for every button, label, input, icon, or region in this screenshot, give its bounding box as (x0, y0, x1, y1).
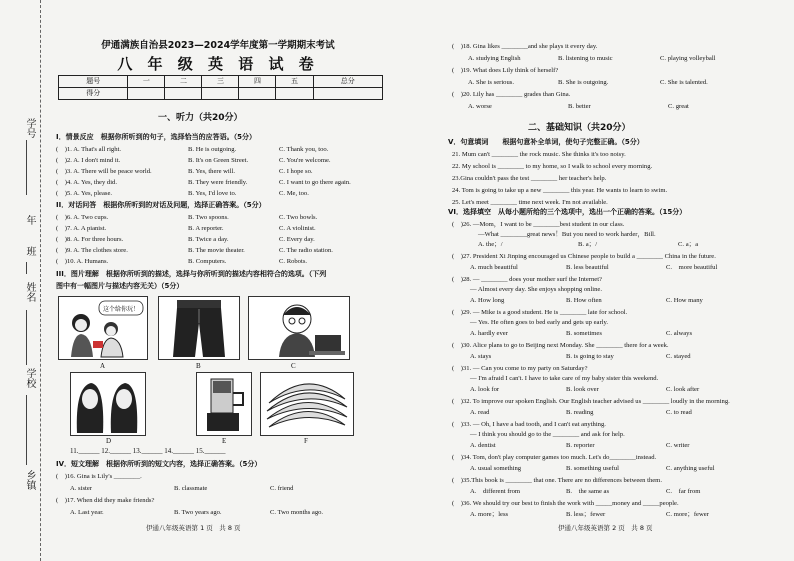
question-5-option-b: B. Yes, I'd love to. (188, 190, 237, 197)
question-18-option-c: C. playing volleyball (660, 55, 716, 62)
score-header-cell: 三 (202, 76, 239, 88)
question-35-option-c: C. far from (666, 488, 701, 495)
question-8: ( )8. A. For three hours. (56, 236, 124, 243)
question-16-option-c: C. friend (270, 485, 294, 492)
question-19-option-c: C. She is talented. (660, 79, 708, 86)
picture-e-juicer (196, 372, 252, 436)
question-27: ( )27. President Xi Jinping encouraged us Chinese people to build a ________ China in the future. (452, 253, 716, 260)
question-3-option-c: C. I hope so. (279, 168, 313, 175)
score-input-cell[interactable] (165, 88, 202, 100)
question-28: ( )28. — ________ does your mother surf the Internet? (452, 276, 602, 283)
picture-label-f: F (304, 437, 308, 445)
score-input-cell[interactable] (128, 88, 165, 100)
score-input-cell[interactable] (313, 88, 383, 100)
question-18-option-b: B. listening to music (558, 55, 613, 62)
picture-b-jeans (158, 296, 240, 360)
picture-answer-blanks[interactable]: 11.______ 12.______ 13.______ 14.______ 15.______ (70, 447, 226, 455)
picture-d-two-girls (70, 372, 146, 436)
binding-margin (0, 0, 41, 561)
picture-label-e: E (222, 437, 227, 445)
question-1-option-c: C. Thank you, too. (279, 146, 329, 153)
question-29: ( )29. — Mike is a good student. He is ________ late for school. (452, 309, 628, 316)
picture-a-kids-sharing-toy (58, 296, 148, 360)
binding-line (26, 140, 27, 195)
question-19-option-b: B. She is outgoing. (558, 79, 609, 86)
score-header-cell: 题号 (59, 76, 128, 88)
question-17: ( )17. When did they make friends? (56, 497, 155, 504)
question-8-option-c: C. Every day. (279, 236, 315, 243)
question-8-option-b: B. Twice a day. (188, 236, 229, 243)
binding-label-student-no: 学号 (24, 118, 35, 138)
question-3: ( )3. A. There will be peace world. (56, 168, 152, 175)
question-32-option-a: A. read (470, 409, 490, 416)
question-9-option-c: C. The radio station. (279, 247, 333, 254)
score-header-cell: 四 (239, 76, 276, 88)
section-3-instruction: III．图片理解 根据你所听到的描述，选择与你所听到的描述内容相符合的选项。（下列 (56, 270, 327, 278)
question-19: ( )19. What does Lily think of herself? (452, 67, 559, 74)
question-36: ( )36. We should try our best to finish the work with _____money and _____people. (452, 500, 679, 507)
question-32-option-b: B. reading (566, 409, 594, 416)
binding-line (26, 310, 27, 365)
question-16-option-a: A. sister (70, 485, 92, 492)
question-20-option-a: A. worse (468, 103, 492, 110)
question-34-option-c: C. anything useful (666, 465, 715, 472)
score-table (58, 75, 383, 100)
question-29-option-c: C. always (666, 330, 693, 337)
question-5: ( )5. A. Yes, please. (56, 190, 113, 197)
question-31-option-c: C. look after (666, 386, 700, 393)
fill-24: 24. Tom is going to take up a new ________ this year. He wants to learn to swim. (452, 187, 668, 194)
exam-subtitle: 八 年 级 英 语 试 卷 (117, 55, 319, 73)
picture-label-a: A (100, 362, 106, 370)
section-listening-title: 一、听力（共20分） (158, 113, 243, 123)
question-31-line2: — I'm afraid I can't. I have to take care of my baby sister this weekend. (470, 375, 659, 382)
binding-label-school: 学校 (24, 368, 35, 388)
question-2: ( )2. A. I don't mind it. (56, 157, 121, 164)
question-7: ( )7. A. A pianist. (56, 225, 107, 232)
question-18-option-a: A. studying English (468, 55, 521, 62)
picture-label-d: D (106, 437, 112, 445)
fill-22: 22. My school is ________ to my home, so I walk to school every morning. (452, 163, 653, 170)
score-input-cell[interactable] (239, 88, 276, 100)
score-header-cell: 一 (128, 76, 165, 88)
question-20-option-c: C. great (668, 103, 689, 110)
question-33-option-a: A. dentist (470, 442, 496, 449)
exam-title: 伊通满族自治县2023—2024学年度第一学期期末考试 (101, 40, 335, 51)
question-31: ( )31. — Can you come to my party on Saturday? (452, 365, 588, 372)
question-28-line2: — Almost every day. She enjoys shopping online. (470, 286, 602, 293)
question-34-option-b: B. something useful (566, 465, 619, 472)
score-header-cell: 二 (165, 76, 202, 88)
question-34: ( )34. Tom, don't play computer games too much. Let's do________instead. (452, 454, 657, 461)
section-6-instruction: VI．选择填空 从每小题所给的三个选项中，选出一个正确的答案。（15分） (448, 208, 687, 216)
section-3-instruction-cont: 图中有一幅图片与描述内容无关）（5分） (56, 282, 184, 290)
question-9: ( )9. A. The clothes store. (56, 247, 128, 254)
score-header-cell: 总分 (313, 76, 383, 88)
question-32-option-c: C. to read (666, 409, 692, 416)
binding-label-name: 姓名 (24, 282, 35, 302)
question-5-option-c: C. Me, too. (279, 190, 309, 197)
picture-c-boy-computer (248, 296, 350, 360)
question-28-option-c: C. How many (666, 297, 703, 304)
question-6: ( )6. A. Two cups. (56, 214, 109, 221)
question-3-option-b: B. Yes, there will. (188, 168, 236, 175)
question-31-option-b: B. look over (566, 386, 599, 393)
section-1-instruction: I．情景反应 根据你所听到的句子，选择恰当的应答语。（5分） (56, 133, 256, 141)
question-29-option-a: A. hardly ever (470, 330, 508, 337)
question-29-option-b: B. sometimes (566, 330, 602, 337)
binding-label-class: 班 (24, 246, 35, 256)
question-35-option-b: B. the same as (566, 488, 610, 495)
score-input-cell[interactable] (276, 88, 313, 100)
page-footer-right: 伊通八年级英语第 2 页 共 8 页 (558, 524, 653, 532)
fill-25: 25. Let's meet ________ time next week. I'm not available. (452, 199, 608, 206)
question-17-option-b: B. Two years ago. (174, 509, 222, 516)
question-28-option-a: A. How long (470, 297, 505, 304)
score-input-cell[interactable] (202, 88, 239, 100)
question-28-option-b: B. How often (566, 297, 602, 304)
question-1-option-b: B. He is outgoing. (188, 146, 237, 153)
question-33-option-c: C. writer (666, 442, 690, 449)
score-header-cell: 五 (276, 76, 313, 88)
binding-label-town: 乡镇 (24, 470, 35, 490)
question-16: ( )16. Gina is Lily's ________. (56, 473, 142, 480)
fill-21: 21. Mum can't ________ the rock music. She thinks it's too noisy. (452, 151, 626, 158)
section-basic-knowledge-title: 二、基础知识（共20分） (528, 123, 631, 133)
question-7-option-c: C. A violinist. (279, 225, 316, 232)
question-2-option-c: C. You're welcome. (279, 157, 331, 164)
question-33-line2: — I think you should go to the ________ and ask for help. (470, 431, 625, 438)
question-10-option-c: C. Robots. (279, 258, 308, 265)
section-5-instruction: V．句意填词 根据句意补全单词，使句子完整正确。（5分） (448, 138, 644, 146)
picture-f-bananas (260, 372, 354, 436)
question-30: ( )30. Alice plans to go to Beijing next Monday. She ________ there for a week. (452, 342, 669, 349)
question-36-option-a: A. more；less (470, 511, 509, 518)
question-29-line2: — Yes. He often goes to bed early and gets up early. (470, 319, 609, 326)
question-20: ( )20. Lily has ________ grades than Gina. (452, 91, 571, 98)
score-label-cell: 得分 (59, 88, 128, 100)
question-17-option-c: C. Two months ago. (270, 509, 324, 516)
question-35: ( )35.This book is ________ that one. There are no differences between them. (452, 477, 662, 484)
question-19-option-a: A. She is serious. (468, 79, 514, 86)
question-10: ( )10. A. Humans. (56, 258, 109, 265)
section-2-instruction: II．对话问答 根据你所听到的对话及问题，选择正确答案。（5分） (56, 201, 266, 209)
question-26-option-a: A. the；/ (478, 241, 503, 248)
question-26-option-c: C. a；a (678, 241, 699, 248)
question-32: ( )32. To improve our spoken English. Our English teacher advised us ________ loudly in the morning. (452, 398, 730, 405)
question-10-option-b: B. Computers. (188, 258, 227, 265)
question-16-option-b: B. classmate (174, 485, 208, 492)
question-27-option-a: A. much beautiful (470, 264, 518, 271)
question-31-option-a: A. look for (470, 386, 500, 393)
question-26-option-b: B. a；/ (578, 241, 598, 248)
question-6-option-b: B. Two spoons. (188, 214, 229, 221)
question-33-option-b: B. reporter (566, 442, 595, 449)
question-30-option-c: C. stayed (666, 353, 691, 360)
question-36-option-c: C. more；fewer (666, 511, 709, 518)
question-35-option-a: A. different from (470, 488, 521, 495)
question-27-option-c: C. more beautiful (666, 264, 718, 271)
question-4: ( )4. A. Yes, they did. (56, 179, 117, 186)
question-7-option-b: B. A reporter. (188, 225, 224, 232)
question-30-option-a: A. stays (470, 353, 492, 360)
fill-23: 23.Gina couldn't pass the test ________ her teacher's help. (452, 175, 607, 182)
question-17-option-a: A. Last year. (70, 509, 104, 516)
question-2-option-b: B. It's on Green Street. (188, 157, 249, 164)
question-1: ( )1. A. That's all right. (56, 146, 121, 153)
page-footer-left: 伊通八年级英语第 1 页 共 8 页 (146, 524, 241, 532)
binding-label-grade: 年 (24, 215, 35, 225)
question-26: ( )26. —Mom，I want to be ________best student in our class. (452, 221, 625, 228)
question-4-option-b: B. They were friendly. (188, 179, 248, 186)
question-33: ( )33. — Oh, I have a bad tooth, and I can't eat anything. (452, 421, 606, 428)
question-30-option-b: B. is going to stay (566, 353, 614, 360)
picture-label-c: C (291, 362, 296, 370)
question-27-option-b: B. less beautiful (566, 264, 609, 271)
binding-line (26, 395, 27, 465)
section-4-instruction: IV．短文理解 根据你所听到的短文内容，选择正确答案。（5分） (56, 460, 262, 468)
picture-label-b: B (196, 362, 201, 370)
question-20-option-b: B. better (568, 103, 591, 110)
question-26-line2: —What ________great news！But you need to work harder，Bill. (478, 231, 656, 238)
question-34-option-a: A. usual something (470, 465, 522, 472)
binding-line (26, 262, 27, 274)
question-36-option-b: B. less；fewer (566, 511, 606, 518)
question-9-option-b: B. The movie theater. (188, 247, 245, 254)
question-4-option-c: C. I want to go there again. (279, 179, 351, 186)
question-6-option-c: C. Two bowls. (279, 214, 318, 221)
question-18: ( )18. Gina likes ________and she plays it every day. (452, 43, 598, 50)
speech-bubble-text: 这个给你玩！ (102, 306, 140, 313)
